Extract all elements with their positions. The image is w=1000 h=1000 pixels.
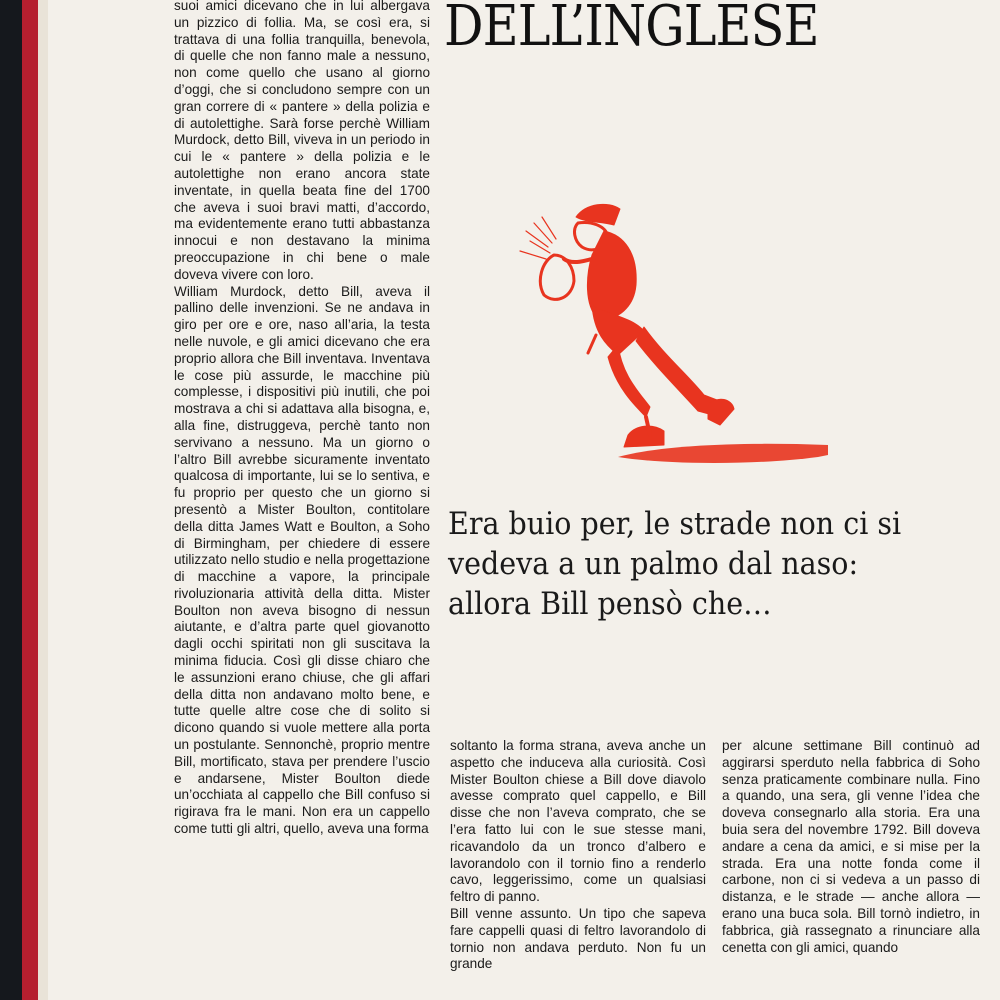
paragraph: per alcune settimane Bill continuò ad aggirarsi sperduto nella fabbrica di Soho senza praticamente combinare nulla. Fino a quando, una sera, gli venne l’idea che doveva consegnarlo alla storia. Era una buia sera del novembre 1792. Bill doveva andare a cena da amici, e si mise per la strada. Era una notte fonda come il carbone, non ci si vedeva a un passo di distanza, e le strade — anche allora — erano una buca sola. Bill tornò indietro, in fabbrica, già rassegnato a rinunciare alla cenetta con gli amici, quando (722, 738, 980, 955)
article-column-left (174, 0, 430, 838)
article-title: DELL’INGLESE (444, 0, 819, 59)
magazine-page (48, 0, 1000, 1000)
paragraph: William Murdock, detto Bill, aveva il pallino delle invenzioni. Se ne andava in giro per ore e ore, naso all’aria, la testa nelle nuvole, e gli amici dicevano che era proprio allora che Bill inventava. Inventava le cose più assurde, le macchine più complesse, i dispositivi più inutili, che poi mostrava a chi si adattava alla bisogna, e, alla fine, distruggeva, perchè tanto non servivano a nessuno. Ma un giorno o l’altro Bill avrebbe sicuramente inventato qualcosa di importante, lui se lo sentiva, e fu proprio per questo che un giorno si presentò a Mister Boulton, contitolare della ditta James Watt e Boulton, a Soho di Birmingham, per chiedere di essere utilizzato nello studio e nella progettazione di macchine a vapore, la principale rivoluzionaria attività della ditta. Mister Boulton non aveva bisogno di nessun aiutante, e d’altra parte quel giovanotto dagli occhi spiritati non gli suscitava la minima fiducia. Così gli disse chiaro che le assunzioni erano chiuse, che gli affari della ditta non andavano molto bene, e tutte quelle altre cose che di solito si dicono quando si vuole mettere alla porta un postulante. Sennonchè, proprio mentre Bill, mortificato, stava per prendere l’uscio e andarsene, Mister Boulton diede un’occhiata al cappello che Bill confuso si rigirava fra le mani. Non era un cappello come tutti gli altri, quello, aveva una forma (174, 283, 430, 837)
book-binding-dark (0, 0, 22, 1000)
paragraph: suoi amici dicevano che in lui albergava un pizzico di follia. Ma, se così era, si trattava di una follia tranquilla, benevola, di quelle che non fanno male a nessuno, non come quello che usano al giorno d’oggi, che si concludono sempre con un gran correre di « pantere » della polizia e di autolettighe. Sarà forse perchè William Murdock, detto Bill, viveva in un periodo in cui le « pantere » della polizia e le autolettighe non erano ancora state inventate, in quella beata fine del 1700 che aveva i suoi bravi matti, d’accordo, ma evidentemente erano tutti abbastanza innocui e non destavano la minima preoccupazione in chi bene o male doveva vivere con loro. (174, 0, 430, 282)
article-column-middle (450, 738, 706, 973)
article-subtitle: Era buio per, le strade non ci si vedeva a un palmo dal naso: allora Bill pensò che… (448, 506, 902, 622)
running-man-with-lantern-icon (468, 195, 828, 475)
article-column-right (722, 738, 980, 956)
paragraph: Bill venne assunto. Un tipo che sapeva fare cappelli quasi di feltro lavorandolo di tornio non andava perduto. Non fu un grande (450, 905, 706, 972)
paragraph: soltanto la forma strana, aveva anche un aspetto che induceva alla curiosità. Così Mister Boulton chiese a Bill dove diavolo avesse comprato quel cappello, e Bill disse che non l’aveva comprato, che se l’era fatto lui con le sue stesse mani, ricavandolo da un tronco d’albero e lavorandolo con il tornio fino a renderlo cavo, leggerissimo, come un qualsiasi feltro di panno. (450, 738, 706, 905)
